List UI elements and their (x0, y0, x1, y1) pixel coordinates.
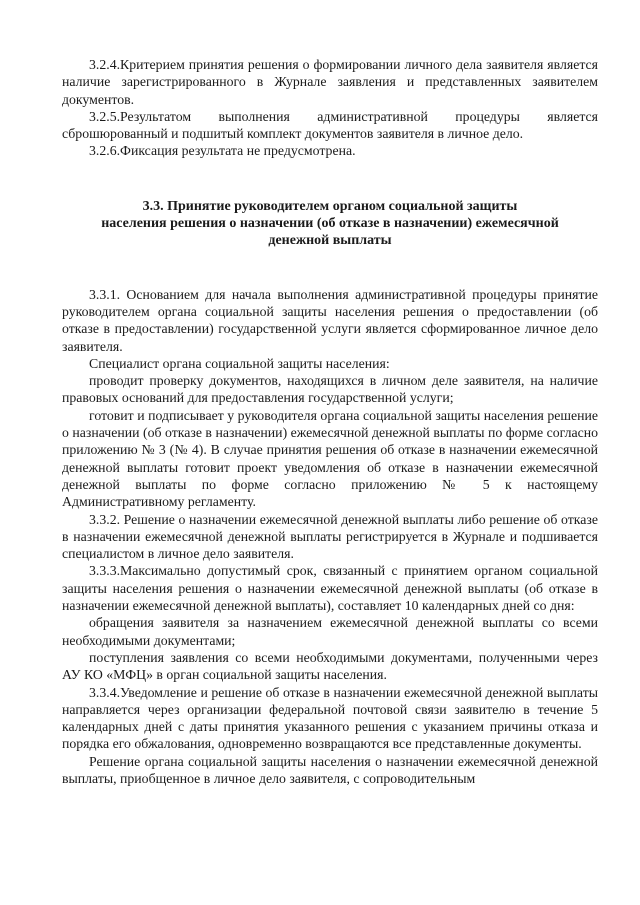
paragraph-3-3-4: 3.3.4.Уведомление и решение об отказе в назначении ежемесячной денежной выплаты направляется через организации федеральной почтовой связи заявителю в течение 5 календарных дней с даты принятия указанного решения с указанием причины отказа и порядка его обжалования, одновременно возвращаются все представленные документы. (62, 684, 598, 752)
paragraph-decision-attached: Решение органа социальной защиты населения о назначении ежемесячной денежной выплаты, приобщенное в личное дело заявителя, с сопроводительным (62, 753, 598, 786)
paragraph-applicant-request: обращения заявителя за назначением ежемесячной денежной выплаты со всеми необходимыми документами; (62, 615, 598, 648)
paragraph-3-3-2: 3.3.2. Решение о назначении ежемесячной денежной выплаты либо решение об отказе в назначении ежемесячной денежной выплаты регистрируется в Журнале и подшивается специалистом в личное дело заявителя. (62, 511, 598, 562)
paragraph-3-2-6: 3.2.6.Фиксация результата не предусмотрена. (89, 143, 356, 159)
paragraph-3-2-5: 3.2.5.Результатом выполнения административной процедуры является сброшюрованный и подшитый комплект документов заявителя в личное дело. (62, 108, 598, 142)
paragraph-3-3-3: 3.3.3.Максимально допустимый срок, связанный с принятием органом социальной защиты населения решения о назначении ежемесячной денежной выплаты (об отказе в назначении ежемесячной денежной выплаты), составляет 10 календарных дней со дня: (62, 563, 598, 614)
paragraph-mfc-receipt: поступления заявления со всеми необходимыми документами, полученными через АУ КО «МФЦ» в орган социальной защиты населения. (62, 649, 598, 683)
section-heading-3-3 (62, 198, 598, 250)
paragraph-check-documents: проводит проверку документов, находящихся в личном деле заявителя, на наличие правовых оснований для предоставления государственной услуги; (62, 373, 598, 406)
paragraph-specialist: Специалист органа социальной защиты населения: (89, 355, 390, 371)
paragraph-3-2-4: 3.2.4.Критерием принятия решения о формировании личного дела заявителя является наличие зарегистрированного в Журнале заявления и представленных заявителем документов. (62, 57, 598, 107)
heading-line-3: денежной выплаты (268, 233, 392, 249)
heading-line-2: населения решения о назначении (об отказе в назначении) ежемесячной (101, 216, 559, 232)
paragraph-prepare-decision: готовит и подписывает у руководителя органа социальной защиты населения решение о назначении (об отказе в назначении) ежемесячной денежной выплаты по форме согласно приложению № 3 (№ 4). В случае принятия решения об отказе в назначении ежемесячной денежной выплаты готовит проект уведомления об отказе в назначении ежемесячной денежной выплаты по форме согласно приложению № 5 к настоящему Административному регламенту. (62, 407, 598, 510)
heading-line-1: 3.3. Принятие руководителем органом социальной защиты (142, 198, 518, 214)
document-page (62, 56, 598, 787)
paragraph-3-3-1: 3.3.1. Основанием для начала выполнения административной процедуры принятие руководителем органа социальной защиты населения решения о предоставлении (об отказе в предоставлении) государственной услуги является сформированное личное дело заявителя. (62, 286, 598, 354)
